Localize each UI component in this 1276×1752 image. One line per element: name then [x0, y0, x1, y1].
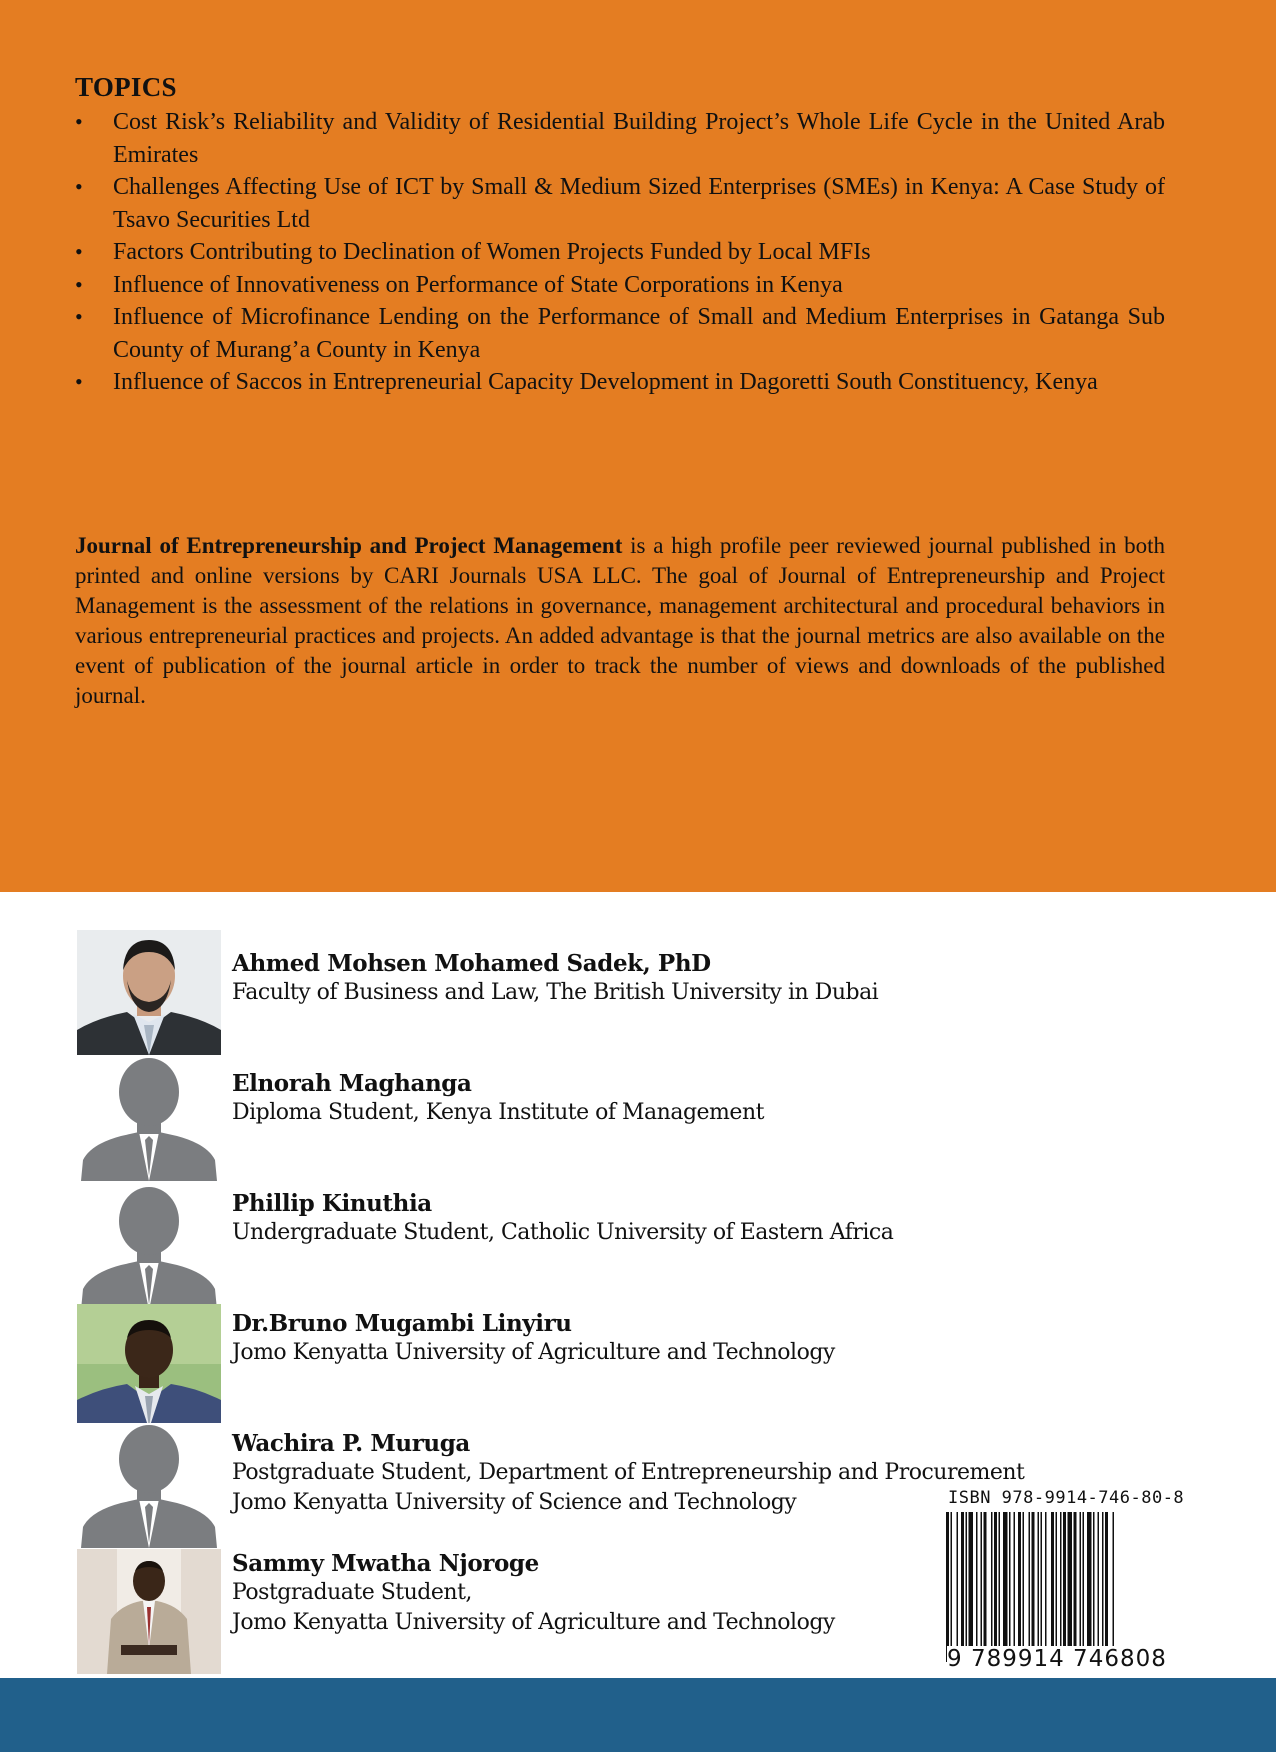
author-name: Sammy Mwatha Njoroge: [232, 1550, 539, 1577]
journal-description: [75, 531, 1165, 711]
barcode-bar: [1003, 1512, 1008, 1646]
barcode-bar: [1113, 1512, 1115, 1662]
barcode-bar: [1014, 1512, 1016, 1646]
author-entry: [77, 1170, 977, 1290]
author-name: Wachira P. Muruga: [232, 1430, 470, 1457]
barcode-bar: [1060, 1512, 1062, 1646]
author-name: Ahmed Mohsen Mohamed Sadek, PhD: [232, 950, 711, 977]
barcode-bar: [1087, 1512, 1092, 1646]
barcode-bar: [1068, 1512, 1073, 1646]
author-entry: [77, 1290, 977, 1410]
author-name: Phillip Kinuthia: [232, 1190, 432, 1217]
bullet-icon: •: [75, 304, 83, 329]
topics-section: [75, 70, 1165, 399]
barcode-bar: [1083, 1512, 1085, 1646]
barcode-bar: [1105, 1512, 1108, 1646]
isbn-label: ISBN 978-9914-746-80-8: [948, 1488, 1185, 1508]
author-affiliation: Jomo Kenyatta University of Agriculture and Technology: [232, 1340, 835, 1365]
barcode-bar: [946, 1512, 949, 1662]
bullet-icon: •: [75, 174, 83, 199]
barcode-bar: [969, 1512, 974, 1646]
author-name: Dr.Bruno Mugambi Linyiru: [232, 1310, 572, 1337]
author-entry: [77, 1410, 1025, 1530]
author-affiliation: Jomo Kenyatta University of Science and Technology: [232, 1490, 797, 1515]
barcode-bar: [1038, 1512, 1040, 1646]
topic-item: • Factors Contributing to Declination of Women Projects Funded by Local MFIs: [75, 236, 1165, 269]
author-affiliation: Postgraduate Student,: [232, 1580, 472, 1605]
author-entry: [77, 1530, 977, 1650]
author-affiliation: Postgraduate Student, Department of Entrepreneurship and Procurement: [232, 1460, 1025, 1485]
author-entry: [77, 1050, 977, 1170]
barcode-bar: [1098, 1512, 1100, 1646]
barcode-bar: [1045, 1512, 1047, 1646]
barcode-bar: [976, 1512, 978, 1646]
author-photo: [77, 930, 221, 1055]
author-affiliation: Diploma Student, Kenya Institute of Management: [232, 1100, 764, 1125]
journal-name: Journal of Entrepreneurship and Project Management: [75, 533, 623, 558]
footer-band: [0, 1678, 1276, 1752]
barcode-bar: [1080, 1512, 1082, 1646]
author-affiliation: Undergraduate Student, Catholic University of Eastern Africa: [232, 1220, 894, 1245]
barcode-bar: [981, 1512, 983, 1646]
bullet-icon: •: [75, 239, 83, 264]
topic-item: • Influence of Microfinance Lending on the Performance of Small and Medium Enterprises in Gatanga Sub County of Murang’a County in Kenya: [75, 301, 1165, 366]
author-name: Elnorah Maghanga: [232, 1070, 472, 1097]
topic-item: • Cost Risk’s Reliability and Validity of Residential Building Project’s Whole Life Cycle in the United Arab Emirates: [75, 106, 1165, 171]
author-photo: [77, 1056, 221, 1181]
bullet-icon: •: [75, 109, 83, 134]
barcode-bar: [999, 1512, 1001, 1646]
topic-item: • Influence of Innovativeness on Performance of State Corporations in Kenya: [75, 269, 1165, 302]
topics-list: [75, 106, 1165, 399]
barcode-digits: 9 789914 746808: [947, 1646, 1167, 1672]
barcode-bar: [966, 1512, 968, 1646]
author-affiliation: Faculty of Business and Law, The British University in Dubai: [232, 980, 879, 1005]
barcode-bar: [1041, 1512, 1043, 1646]
barcode-bar: [1051, 1512, 1054, 1646]
barcode-bar: [1102, 1512, 1104, 1646]
author-affiliation: Jomo Kenyatta University of Agriculture and Technology: [232, 1610, 835, 1635]
barcode-bar: [994, 1512, 997, 1646]
barcode-bar: [1018, 1512, 1021, 1646]
topic-item: • Influence of Saccos in Entrepreneurial Capacity Development in Dagoretti South Constituency, Kenya: [75, 366, 1165, 399]
bullet-icon: •: [75, 369, 83, 394]
barcode-bar: [951, 1512, 953, 1662]
barcode-bar: [1029, 1512, 1031, 1646]
barcode-bar: [1056, 1512, 1058, 1646]
author-photo: [77, 1549, 221, 1674]
journal-description-text: is a high profile peer reviewed journal published in both printed and online versions by CARI Journals USA LLC. The goal of Journal of Entrepreneurship and Project Management is the assessment of the relations in governance, management architectural and procedural behaviors in various entrepreneurial practices and projects. An added advantage is that the journal metrics are also available on the event of publication of the journal article in order to track the number of views and downloads of the published journal.: [75, 533, 1165, 708]
barcode-bar: [1063, 1512, 1066, 1646]
barcode-bar: [1074, 1512, 1077, 1646]
author-entry: [77, 930, 977, 1050]
topic-item: • Challenges Affecting Use of ICT by Small & Medium Sized Enterprises (SMEs) in Kenya: A Case Study of Tsavo Securities Ltd: [75, 171, 1165, 236]
barcode-bar: [1032, 1512, 1035, 1662]
barcode-bar: [991, 1512, 993, 1646]
barcode-bar: [957, 1512, 959, 1646]
topics-heading: TOPICS: [75, 72, 177, 102]
barcode-bar: [1023, 1512, 1025, 1646]
barcode-bar: [961, 1512, 964, 1646]
bullet-icon: •: [75, 271, 83, 297]
barcode-bar: [1093, 1512, 1095, 1646]
barcode-bar: [1009, 1512, 1011, 1646]
barcode-bar: [984, 1512, 987, 1646]
